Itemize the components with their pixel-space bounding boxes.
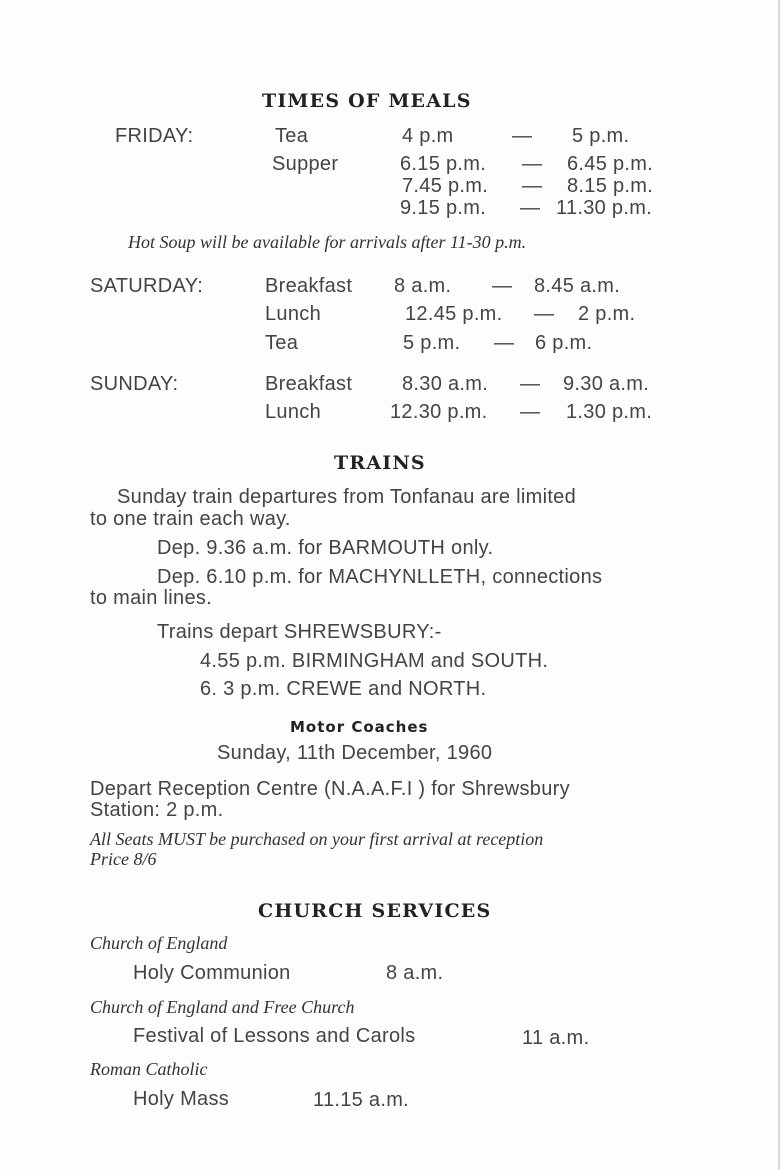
meals-heading: TIMES OF MEALS: [262, 90, 472, 112]
saturday-lunch-to: 2 p.m.: [578, 303, 636, 325]
trains-intro-line-1: Sunday train departures from Tonfanau are limited: [117, 486, 577, 508]
church-heading: CHURCH SERVICES: [258, 900, 492, 922]
trains-intro-line-2: to one train each way.: [90, 508, 291, 530]
coach-price: Price 8/6: [90, 849, 157, 869]
sunday-lunch-name: Lunch: [265, 401, 321, 423]
friday-supper-to: 6.45 p.m.: [567, 153, 654, 175]
friday-supper2-from: 7.45 p.m.: [402, 175, 489, 197]
friday-tea-dash: —: [512, 125, 533, 147]
saturday-lunch-from: 12.45 p.m.: [405, 303, 503, 325]
friday-supper2-dash: —: [522, 175, 543, 197]
friday-supper-name: Supper: [272, 153, 339, 175]
friday-tea-from: 4 p.m: [402, 125, 454, 147]
saturday-tea-name: Tea: [265, 332, 299, 354]
sunday-breakfast-dash: —: [520, 373, 541, 395]
saturday-tea-from: 5 p.m.: [403, 332, 461, 354]
trains-heading: TRAINS: [334, 452, 426, 474]
sunday-breakfast-to: 9.30 a.m.: [563, 373, 650, 395]
saturday-breakfast-dash: —: [492, 275, 513, 297]
friday-supper-from: 6.15 p.m.: [400, 153, 487, 175]
sunday-label: SUNDAY:: [90, 373, 179, 395]
rc-service: Holy Mass: [133, 1088, 230, 1110]
sunday-lunch-to: 1.30 p.m.: [566, 401, 653, 423]
saturday-tea-to: 6 p.m.: [535, 332, 593, 354]
saturday-label: SATURDAY:: [90, 275, 204, 297]
shrewsbury-crewe: 6. 3 p.m. CREWE and NORTH.: [200, 678, 487, 700]
friday-supper3-to: 11.30 p.m.: [556, 197, 653, 219]
friday-supper3-dash: —: [520, 197, 541, 219]
coe-free-denomination: Church of England and Free Church: [90, 997, 355, 1017]
saturday-tea-dash: —: [494, 332, 515, 354]
saturday-lunch-name: Lunch: [265, 303, 321, 325]
coe-free-service: Festival of Lessons and Carols: [133, 1025, 416, 1047]
friday-supper3-from: 9.15 p.m.: [400, 197, 487, 219]
rc-denomination: Roman Catholic: [90, 1059, 208, 1079]
coe-time: 8 a.m.: [386, 962, 444, 984]
saturday-breakfast-from: 8 a.m.: [394, 275, 452, 297]
train-dep-machynlleth-line-1: Dep. 6.10 p.m. for MACHYNLLETH, connections: [157, 566, 603, 588]
saturday-breakfast-name: Breakfast: [265, 275, 353, 297]
friday-supper-dash: —: [522, 153, 543, 175]
train-dep-barmouth: Dep. 9.36 a.m. for BARMOUTH only.: [157, 537, 494, 559]
soup-note: Hot Soup will be available for arrivals after 11-30 p.m.: [128, 232, 527, 252]
coe-free-time: 11 a.m.: [522, 1027, 590, 1049]
coaches-depart-line-1: Depart Reception Centre (N.A.A.F.I ) for Shrewsbury: [90, 778, 570, 800]
sunday-breakfast-name: Breakfast: [265, 373, 353, 395]
shrewsbury-birmingham: 4.55 p.m. BIRMINGHAM and SOUTH.: [200, 650, 549, 672]
coaches-depart-line-2: Station: 2 p.m.: [90, 799, 224, 821]
saturday-breakfast-to: 8.45 a.m.: [534, 275, 621, 297]
friday-tea-name: Tea: [275, 125, 309, 147]
sunday-breakfast-from: 8.30 a.m.: [402, 373, 489, 395]
seats-note: All Seats MUST be purchased on your first arrival at reception: [90, 829, 544, 849]
shrewsbury-header: Trains depart SHREWSBURY:-: [157, 621, 442, 643]
coaches-heading: Motor Coaches: [290, 718, 429, 736]
friday-tea-to: 5 p.m.: [572, 125, 630, 147]
friday-supper2-to: 8.15 p.m.: [567, 175, 654, 197]
train-dep-machynlleth-line-2: to main lines.: [90, 587, 213, 609]
coe-service: Holy Communion: [133, 962, 291, 984]
coaches-date: Sunday, 11th December, 1960: [217, 742, 493, 764]
rc-time: 11.15 a.m.: [313, 1089, 410, 1111]
sunday-lunch-from: 12.30 p.m.: [390, 401, 488, 423]
sunday-lunch-dash: —: [520, 401, 541, 423]
saturday-lunch-dash: —: [534, 303, 555, 325]
coe-denomination: Church of England: [90, 933, 228, 953]
friday-label: FRIDAY:: [115, 125, 194, 147]
